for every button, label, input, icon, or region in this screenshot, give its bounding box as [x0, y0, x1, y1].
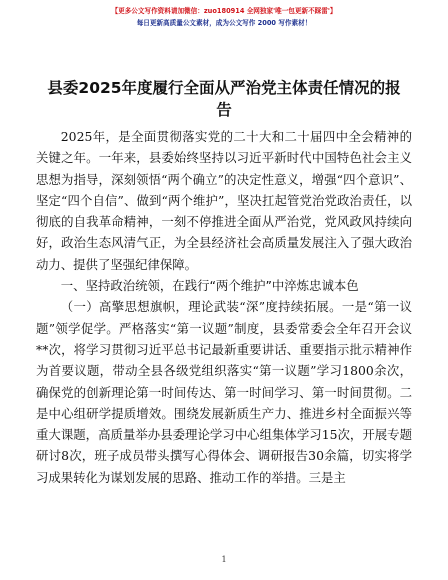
page-number: 1 — [221, 555, 227, 564]
document-body — [36, 126, 412, 488]
banner-promo-line: 【更多公文写作资料请加微信：zuo180914 全网独家'唯一包更新不踩雷'】 — [111, 7, 337, 15]
banner-subtitle-line: 每日更新高质量公文素材，成为公文写作 2000 写作素材！ — [136, 19, 312, 27]
paragraph-intro: 2025年，是全面贯彻落实党的二十大和二十届四中全会精神的关键之年。一年来，县委始终坚持以习近平新时代中国特色社会主义思想为指导，深刻领悟“两个确立”的决定性意义，增强“四个意识”、坚定“四个自信”、做到“两个维护”，坚决扛起管党治党政治责任，以彻底的自我革命精神，一刻不停推进全面从严治党，党风政风持续向好，政治生态风清气正，为全县经济社会高质量发展注入了强大政治动力、提供了坚强纪律保障。 — [36, 129, 412, 272]
paragraph-section-1: （一）高擎思想旗帜，理论武装“深”度持续拓展。一是“第一议题”领学促学。严格落实“第一议题”制度，县委常委会全年召开会议**次，将学习贯彻习近平总书记最新重要讲话、重要指示批示精神作为首要议题，带动全县各级党组织落实“第一议题”学习1800余次，确保党的创新理论第一时间传达、第一时间学习、第一时间贯彻。二是中心组研学提质增效。围绕发展新质生产力、推进乡村全面振兴等重大课题，高质量举办县委理论学习中心组集体学习15次，开展专题研讨8次，班子成员带头撰写心得体会、调研报告30余篇，切实将学习成果转化为谋划发展的思路、推动工作的举措。三是主 — [36, 299, 412, 485]
document-title: 县委2025年度履行全面从严治党主体责任情况的报告 — [47, 79, 401, 119]
header-banner — [0, 6, 448, 28]
section-heading: 一、坚持政治统领，在践行“两个维护”中淬炼忠诚本色 — [60, 278, 359, 294]
